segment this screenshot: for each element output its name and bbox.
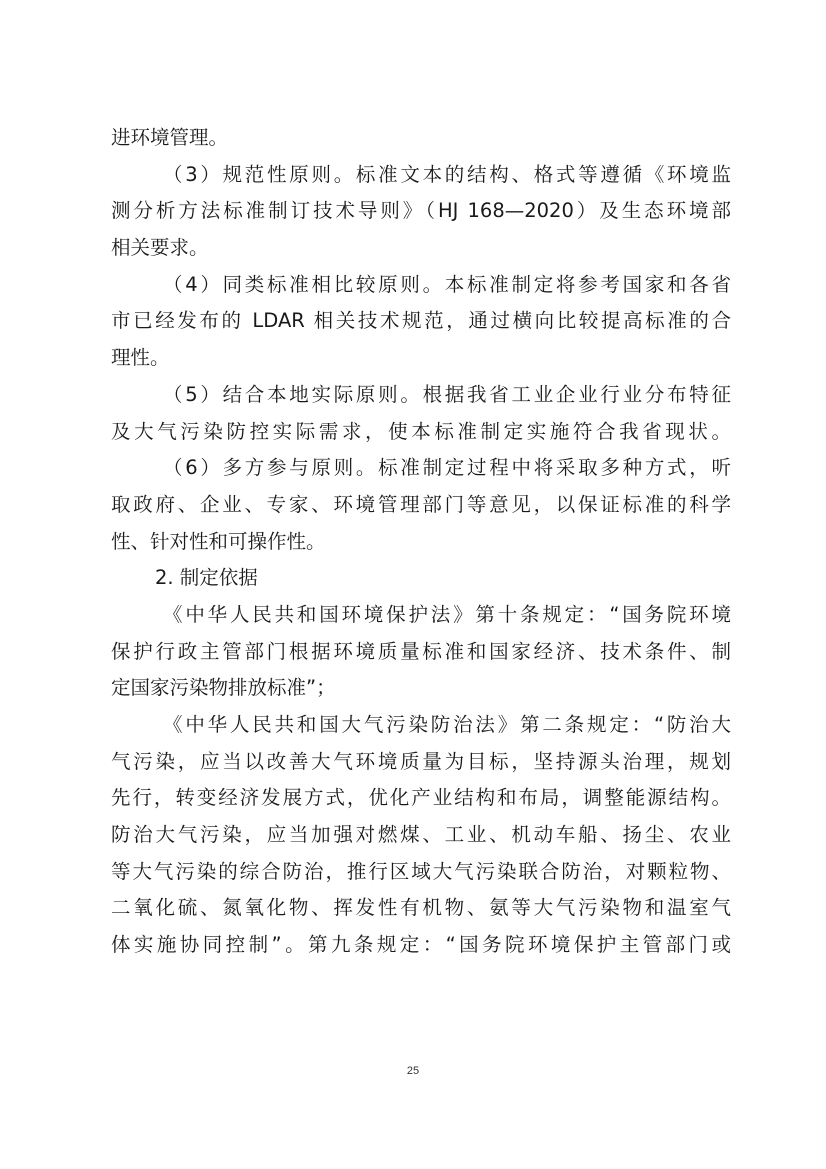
- text-line: 二氧化硫、氮氧化物、挥发性有机物、氨等大气污染物和温室气: [111, 896, 731, 920]
- text-line: （5）结合本地实际原则。根据我省工业企业行业分布特征: [163, 382, 731, 406]
- text-line: 及大气污染防控实际需求，使本标准制定实施符合我省现状。: [111, 419, 731, 443]
- section-heading: 2. 制定依据: [155, 566, 258, 590]
- text-line: 《中华人民共和国大气污染防治法》第二条规定：“防治大: [163, 713, 731, 736]
- text-line: 体实施协同控制”。第九条规定：“国务院环境保护主管部门或: [111, 933, 731, 957]
- text-line: 相关要求。: [111, 236, 209, 260]
- text-line: 理性。: [111, 346, 170, 370]
- text-line: 保护行政主管部门根据环境质量标准和国家经济、技术条件、制: [111, 639, 731, 663]
- text-line: 气污染，应当以改善大气环境质量为目标，坚持源头治理，规划: [111, 749, 731, 773]
- body-text: [111, 120, 731, 964]
- text-line: 先行，转变经济发展方式，优化产业结构和布局，调整能源结构。: [111, 786, 731, 810]
- text-line: 性、针对性和可操作性。: [111, 529, 326, 553]
- text-line: 等大气污染的综合防治，推行区域大气污染联合防治，对颗粒物、: [111, 859, 731, 883]
- text-line: 取政府、企业、专家、环境管理部门等意见，以保证标准的科学: [111, 492, 731, 516]
- text-line: 定国家污染物排放标准”；: [111, 676, 336, 700]
- text-line: 市已经发布的 LDAR 相关技术规范，通过横向比较提高标准的合: [111, 309, 731, 333]
- text-line: （6）多方参与原则。标准制定过程中将采取多种方式，听: [163, 456, 731, 480]
- text-line: （4）同类标准相比较原则。本标准制定将参考国家和各省: [163, 272, 731, 296]
- text-line: 进环境管理。: [111, 126, 229, 149]
- page-number: 25: [406, 1065, 420, 1077]
- text-line: 防治大气污染，应当加强对燃煤、工业、机动车船、扬尘、农业: [111, 823, 731, 847]
- text-line: 测分析方法标准制订技术导则》（HJ 168—2020）及生态环境部: [111, 199, 731, 223]
- text-line: 《中华人民共和国环境保护法》第十条规定：“国务院环境: [163, 602, 731, 626]
- text-line: （3）规范性原则。标准文本的结构、格式等遵循《环境监: [163, 162, 731, 186]
